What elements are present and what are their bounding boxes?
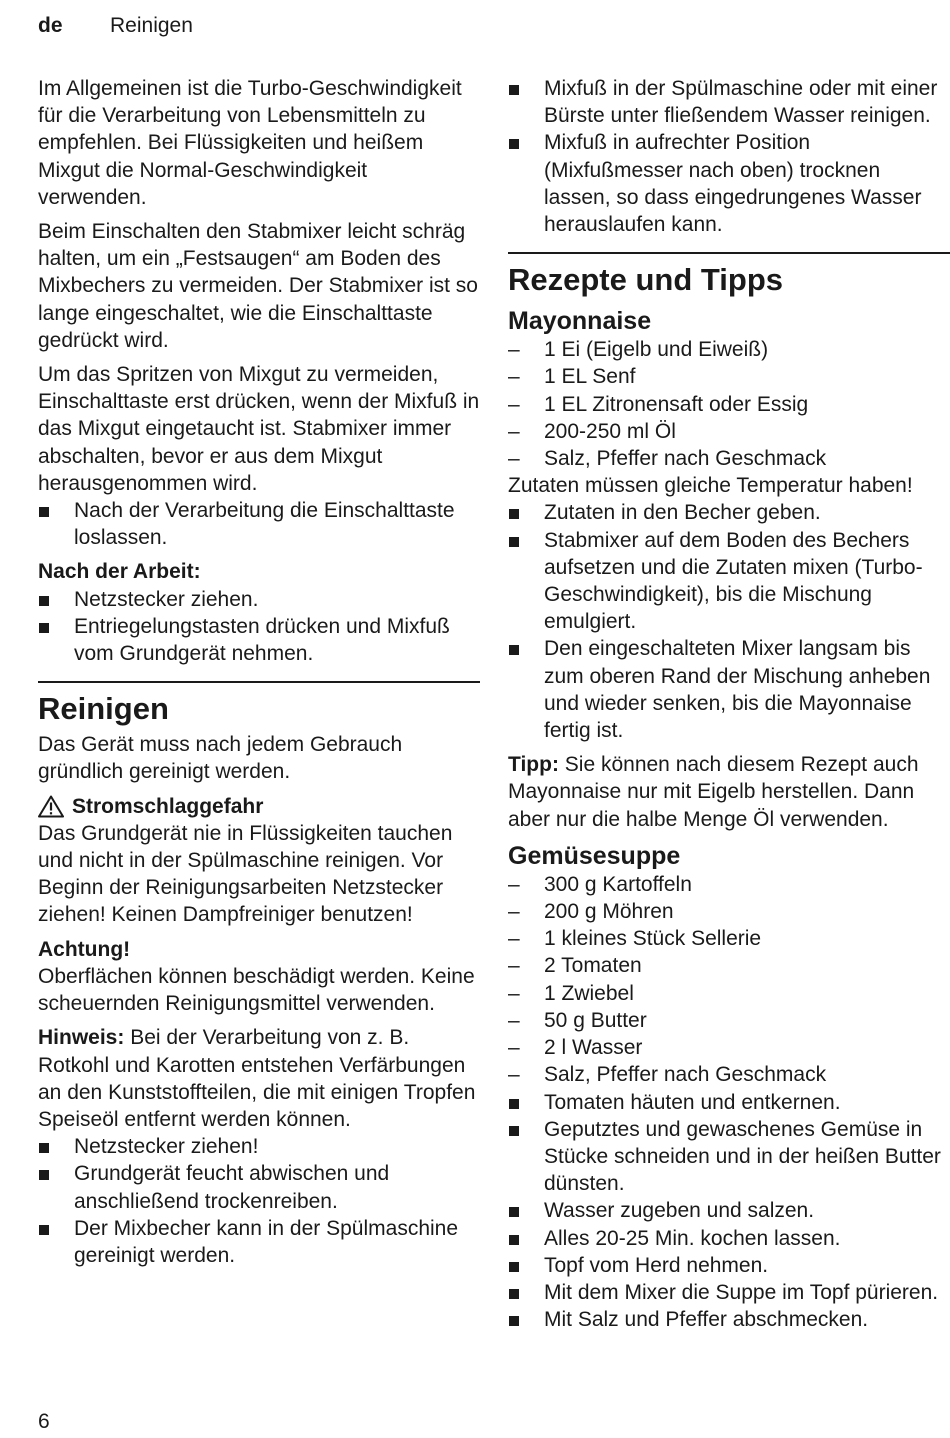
list-item: Alles 20-25 Min. kochen lassen. (508, 1225, 950, 1252)
ingredient-list (508, 871, 950, 1089)
cleaning-intro: Das Gerät muss nach jedem Gebrauch gründlich gereinigt werden. (38, 733, 403, 784)
square-bullet-icon (39, 623, 49, 633)
mayonnaise-heading: Mayonnaise (508, 307, 652, 336)
list-item: – 300 g Kartoffeln (508, 871, 950, 898)
list-item: Tomaten häuten und entkernen. (508, 1089, 950, 1116)
dash-bullet: – (508, 365, 520, 389)
list-item: – 1 Ei (Eigelb und Eiweiß) (508, 336, 950, 363)
list-item: Nach der Verarbeitung die Einschalttaste loslassen. (38, 497, 480, 551)
list-item: Netzstecker ziehen! (38, 1133, 480, 1160)
cleaning-heading: Reinigen (38, 691, 169, 727)
list-item: – Salz, Pfeffer nach Geschmack (508, 445, 950, 472)
list-item: – 2 Tomaten (508, 952, 950, 979)
square-bullet-icon (509, 1099, 519, 1109)
list-item: Den eingeschalteten Mixer langsam bis zum oberen Rand der Mischung anheben und wieder senken, bis die Mayonnaise fertig ist. (508, 635, 950, 744)
paragraph-switch-on: Beim Einschalten den Stabmixer leicht schräg halten, um ein „Festsaugen“ am Boden des Mixbechers zu vermeiden. Der Stabmixer ist so lange eingeschaltet, wie die Einschalttaste gedrückt wird. (38, 220, 478, 352)
list-item: Zutaten in den Becher geben. (508, 499, 950, 526)
section-divider (508, 252, 950, 254)
list-item: – 50 g Butter (508, 1007, 950, 1034)
bullet-list (38, 497, 480, 551)
list-item: Netzstecker ziehen. (38, 586, 480, 613)
square-bullet-icon (39, 1170, 49, 1180)
tip-label: Tipp: (508, 753, 559, 777)
square-bullet-icon (39, 1225, 49, 1235)
warning-text: Das Grundgerät nie in Flüssigkeiten tauchen und nicht in der Spülmaschine reinigen. Vor Beginn der Reinigungsarbeiten Netzstecker ziehen! Keinen Dampfreiniger benutzen! (38, 821, 453, 927)
list-item: – 1 kleines Stück Sellerie (508, 925, 950, 952)
square-bullet-icon (509, 645, 519, 655)
soup-heading: Gemüsesuppe (508, 841, 681, 870)
dash-bullet: – (508, 447, 520, 471)
dash-bullet: – (508, 954, 520, 978)
dash-bullet: – (508, 1063, 520, 1087)
square-bullet-icon (509, 1262, 519, 1272)
list-item: – 200 g Möhren (508, 898, 950, 925)
dash-bullet: – (508, 338, 520, 362)
list-item: – 2 l Wasser (508, 1034, 950, 1061)
note-label: Hinweis: (38, 1026, 125, 1050)
dash-bullet: – (508, 872, 520, 896)
list-item: Mit dem Mixer die Suppe im Topf pürieren. (508, 1279, 950, 1306)
recipes-heading: Rezepte und Tipps (508, 262, 784, 298)
square-bullet-icon (39, 1143, 49, 1153)
tip-paragraph: Tipp: Sie können nach diesem Rezept auch Mayonnaise nur mit Eigelb herstellen. Dann aber nur die halbe Menge Öl verwenden. (508, 753, 919, 831)
list-item: Mixfuß in aufrechter Position (Mixfußmesser nach oben) trocknen lassen, so dass eingedrungenes Wasser herauslaufen kann. (508, 129, 950, 238)
dash-bullet: – (508, 1036, 520, 1060)
warning-heading: Stromschlaggefahr (38, 793, 480, 820)
note-paragraph: Hinweis: Bei der Verarbeitung von z. B. Rotkohl und Karotten entstehen Verfärbungen an den Kunststoffteilen, die mit einigen Tropfen Speiseöl entfernt werden können. (38, 1026, 476, 1131)
list-item: Mixfuß in der Spülmaschine oder mit einer Bürste unter fließendem Wasser reinigen. (508, 75, 950, 129)
list-item: Mit Salz und Pfeffer abschmecken. (508, 1306, 950, 1333)
page-number: 6 (38, 1410, 50, 1433)
warning-triangle-icon (38, 795, 64, 818)
section-title: Reinigen (110, 14, 193, 37)
section-divider (38, 681, 480, 683)
list-item: Geputztes und gewaschenes Gemüse in Stücke schneiden und in der heißen Butter dünsten. (508, 1116, 950, 1198)
square-bullet-icon (509, 1235, 519, 1245)
list-item: Wasser zugeben und salzen. (508, 1197, 950, 1224)
caution-text: Oberflächen können beschädigt werden. Keine scheuernden Reinigungsmittel verwenden. (38, 964, 475, 1016)
square-bullet-icon (39, 596, 49, 606)
list-item: – 1 EL Zitronensaft oder Essig (508, 391, 950, 418)
left-column (38, 75, 480, 1276)
list-item: – 1 EL Senf (508, 363, 950, 390)
after-work-heading: Nach der Arbeit: (38, 560, 201, 584)
dash-bullet: – (508, 392, 520, 416)
list-item: – 1 Zwiebel (508, 980, 950, 1007)
square-bullet-icon (509, 139, 519, 149)
list-item: – 200-250 ml Öl (508, 418, 950, 445)
list-item: Stabmixer auf dem Boden des Bechers aufsetzen und die Zutaten mixen (Turbo-Geschwindigkeit), bis die Mischung emulgiert. (508, 527, 950, 636)
caution-heading: Achtung! (38, 937, 131, 961)
square-bullet-icon (509, 1316, 519, 1326)
square-bullet-icon (509, 1126, 519, 1136)
square-bullet-icon (509, 1207, 519, 1217)
list-item: Topf vom Herd nehmen. (508, 1252, 950, 1279)
ingredient-list (508, 336, 950, 472)
dash-bullet: – (508, 927, 520, 951)
list-item: Der Mixbecher kann in der Spülmaschine gereinigt werden. (38, 1215, 480, 1269)
right-column (508, 75, 950, 1340)
list-item: Grundgerät feucht abwischen und anschließend trockenreiben. (38, 1160, 480, 1214)
square-bullet-icon (509, 537, 519, 547)
dash-bullet: – (508, 981, 520, 1005)
square-bullet-icon (39, 507, 49, 517)
step-list (508, 499, 950, 744)
bullet-list (508, 75, 950, 238)
temperature-note: Zutaten müssen gleiche Temperatur haben! (508, 474, 913, 498)
paragraph-splash: Um das Spritzen von Mixgut zu vermeiden, Einschalttaste erst drücken, wenn der Mixfuß in das Mixgut eingetaucht ist. Stabmixer immer abschalten, bevor er aus dem Mixgut herausgenommen wird. (38, 363, 480, 495)
dash-bullet: – (508, 419, 520, 443)
square-bullet-icon (509, 1289, 519, 1299)
list-item: Entriegelungstasten drücken und Mixfuß vom Grundgerät nehmen. (38, 613, 480, 667)
bullet-list (38, 586, 480, 668)
dash-bullet: – (508, 1008, 520, 1032)
square-bullet-icon (509, 509, 519, 519)
language-code: de (38, 14, 63, 37)
square-bullet-icon (509, 85, 519, 95)
step-list (508, 1089, 950, 1334)
paragraph-turbo: Im Allgemeinen ist die Turbo-Geschwindigkeit für die Verarbeitung von Lebensmitteln zu empfehlen. Bei Flüssigkeiten und heißem Mixgut die Normal-Geschwindigkeit verwenden. (38, 77, 462, 209)
bullet-list (38, 1133, 480, 1269)
list-item: – Salz, Pfeffer nach Geschmack (508, 1061, 950, 1088)
dash-bullet: – (508, 900, 520, 924)
